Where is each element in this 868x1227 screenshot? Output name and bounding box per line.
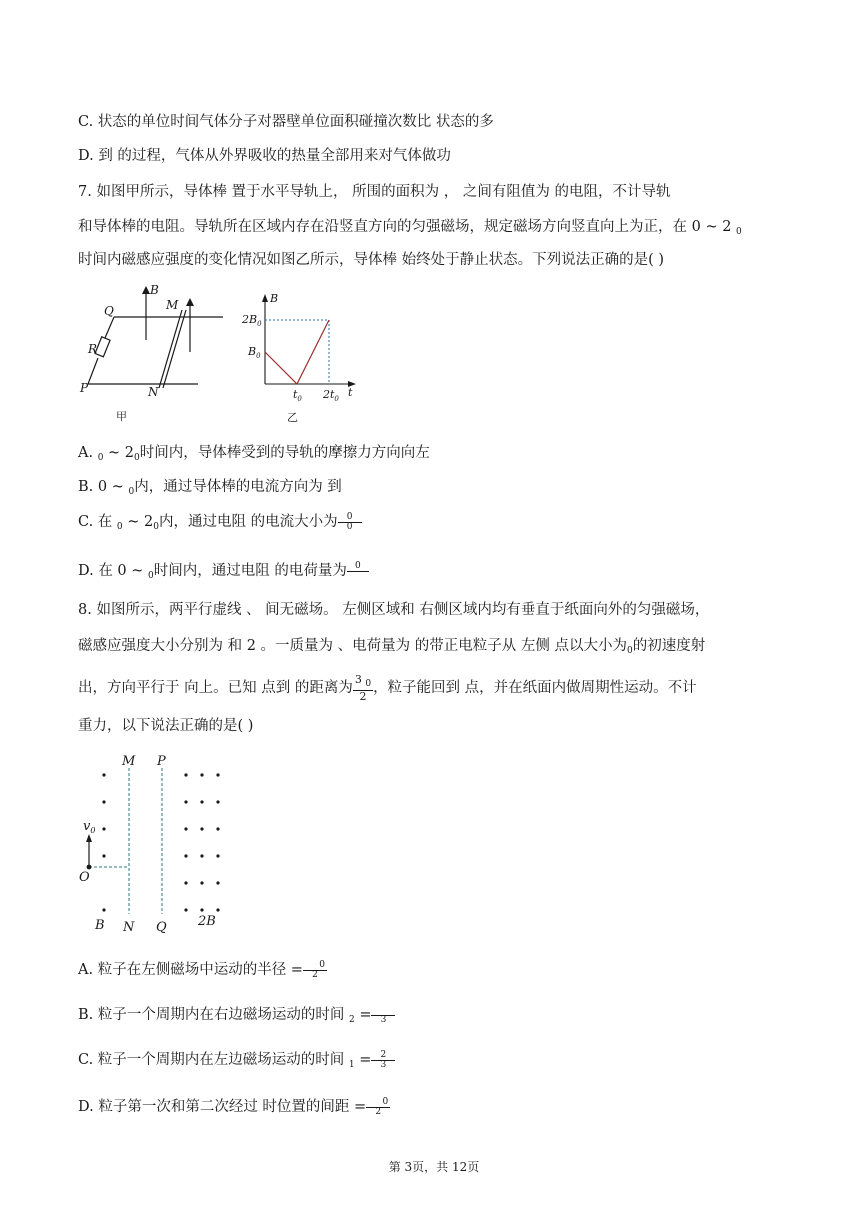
field-dot-right xyxy=(216,881,219,884)
rod-mn-b xyxy=(163,310,186,388)
q7-a-t2: ~ 2 xyxy=(108,445,135,461)
q7-d-t2: 时间内，通过电阻 的电荷量为 xyxy=(153,563,347,579)
field-dot-right xyxy=(200,908,203,911)
q8-option-d xyxy=(78,1097,390,1117)
q8-a-fraction xyxy=(303,961,327,980)
q8-a-num: 0 xyxy=(319,959,325,970)
field-dot-right xyxy=(216,800,219,803)
caption-yi: 乙 xyxy=(287,411,298,424)
v0-arrow-head xyxy=(86,834,92,842)
q7-d-t1: D. 在 0 ~ xyxy=(78,563,144,579)
label-v0-main: v xyxy=(83,819,91,834)
q8-b-den: 3 xyxy=(371,1015,395,1025)
q8-stem-line2-end: 的初速度射 xyxy=(632,638,706,654)
field-dot-right xyxy=(184,773,187,776)
q8-b-fraction xyxy=(371,1006,395,1025)
field-dot-left xyxy=(102,908,105,911)
label-2b0-sub: 0 xyxy=(257,320,262,328)
label-b0 xyxy=(247,345,261,360)
label-b: B xyxy=(150,283,159,297)
label-n: N xyxy=(123,920,135,935)
q7-c-fraction xyxy=(338,513,362,532)
field-dot-right xyxy=(184,881,187,884)
field-dot-right xyxy=(200,773,203,776)
q8-d-den: 2 xyxy=(366,1107,390,1117)
q7-a-sub2: 0 xyxy=(134,453,140,463)
q7-stem-line1: 7. 如图甲所示，导体棒 置于水平导轨上， 所围的面积为 ， 之间有阻值为 的电阻，不计导轨 xyxy=(78,184,671,200)
label-o: O xyxy=(79,870,90,885)
q8-a-text: A. 粒子在左侧磁场中运动的半径 = xyxy=(78,962,303,978)
field-dot-right xyxy=(216,908,219,911)
q8-c-fraction xyxy=(371,1051,395,1070)
q7-stem-line2-text: 和导体棒的电阻。导轨所在区域内存在沿竖直方向的匀强磁场，规定磁场方向竖直向上为正，在 0 ~ 2 xyxy=(78,219,732,235)
label-b0-sub: 0 xyxy=(256,352,261,360)
q7-figure-yi xyxy=(240,290,370,426)
label-2t0-sub: 0 xyxy=(334,395,339,403)
label-t0-sub: 0 xyxy=(297,395,302,403)
field-dot-left xyxy=(102,773,105,776)
q8-stem-num-sub: 0 xyxy=(365,679,372,689)
label-2b: 2B xyxy=(198,914,216,929)
q7-d-sub: 0 xyxy=(148,571,154,581)
q7-b-t2: 内，通过导体棒的电流方向为 到 xyxy=(134,479,342,495)
q8-b-sub: 2 xyxy=(348,1015,355,1025)
q8-a-den: 2 xyxy=(303,970,327,980)
label-n: N xyxy=(148,385,159,399)
field-dot-right xyxy=(184,908,187,911)
q7-c-num: 0 xyxy=(346,511,353,522)
q8-stem-num xyxy=(353,674,373,690)
label-2b0 xyxy=(241,313,262,328)
label-q: Q xyxy=(156,920,167,935)
q8-option-a xyxy=(78,960,327,980)
label-2t0 xyxy=(322,388,339,403)
q7-option-c xyxy=(78,512,362,537)
resistor xyxy=(95,337,110,357)
q8-stem-fraction xyxy=(353,674,373,702)
label-v0 xyxy=(83,819,95,835)
field-dot-right xyxy=(200,881,203,884)
q7-option-a xyxy=(78,443,430,468)
q7-stem-line2 xyxy=(78,217,742,242)
page-footer: 第 3页，共 12页 xyxy=(388,1160,480,1174)
label-t0 xyxy=(293,388,302,403)
q8-stem-line2 xyxy=(78,636,705,661)
q8-stem-line3 xyxy=(78,674,697,702)
q8-stem-num-main: 3 xyxy=(354,673,362,686)
q7-stem-line2-sub: 0 xyxy=(736,227,742,237)
q7-option-b xyxy=(78,477,342,502)
q7-c-t1: C. 在 xyxy=(78,514,113,530)
q6-option-d: D. 到 的过程，气体从外界吸收的热量全部用来对气体做功 xyxy=(78,148,451,164)
q8-figure xyxy=(76,748,236,938)
q8-b-text: B. 粒子一个周期内在右边磁场运动的时间 xyxy=(78,1007,345,1023)
label-t0-main: t xyxy=(293,388,298,401)
b-arrow-left-head xyxy=(142,286,150,294)
caption-jia: 甲 xyxy=(116,410,127,423)
field-dot-right xyxy=(184,854,187,857)
label-p: P xyxy=(80,381,89,395)
q7-a-sub1: 0 xyxy=(97,453,104,463)
q8-c-sub: 1 xyxy=(348,1060,355,1070)
q8-d-num: 0 xyxy=(382,1096,389,1107)
field-dot-right xyxy=(200,800,203,803)
q8-stem-line1: 8. 如图所示，两平行虚线 、 间无磁场。 左侧区域和 右侧区域内均有垂直于纸面向外的匀强磁场， xyxy=(78,602,710,618)
q8-stem-line2-sub: 0 xyxy=(627,646,633,656)
field-dot-left xyxy=(102,800,105,803)
q8-d-fraction xyxy=(366,1098,390,1117)
label-t-axis: t xyxy=(348,386,353,399)
b-curve xyxy=(265,320,329,384)
q8-c-num: 2 xyxy=(380,1049,387,1060)
y-axis-head xyxy=(262,294,268,302)
q7-c-t2: ~ 2 xyxy=(127,514,154,530)
q7-c-sub1: 0 xyxy=(116,522,123,532)
label-b-axis: B xyxy=(270,292,279,305)
q8-option-b xyxy=(78,1005,395,1030)
q8-stem-line3-b: ，粒子能回到 点，并在纸面内做周期性运动。不计 xyxy=(373,680,697,696)
q8-stem-line2-text: 磁感应强度大小分别为 和 2 。一质量为 、电荷量为 的带正电粒子从 左侧 点以大小为 xyxy=(78,638,627,654)
point-o xyxy=(87,865,92,870)
q7-d-fraction xyxy=(347,562,369,581)
field-dot-right xyxy=(184,827,187,830)
q8-c-eq: = xyxy=(359,1052,372,1068)
field-dot-right xyxy=(216,773,219,776)
q7-a-t3: 时间内，导体棒受到的导轨的摩擦力方向向左 xyxy=(139,445,430,461)
q8-stem-line3-a: 出，方向平行于 向上。已知 点到 的距离为 xyxy=(78,680,353,696)
q7-figure-jia xyxy=(78,280,228,428)
label-2t0-main: 2t xyxy=(323,388,335,401)
q6-option-c: C. 状态的单位时间气体分子对器壁单位面积碰撞次数比 状态的多 xyxy=(78,114,494,130)
field-dot-right xyxy=(200,854,203,857)
rail-left-upper xyxy=(105,317,114,338)
label-r: R xyxy=(88,342,98,356)
label-p: P xyxy=(157,754,166,769)
label-m: M xyxy=(122,754,136,769)
q7-c-den: 0 xyxy=(338,522,362,532)
q7-b-t1: B. 0 ~ xyxy=(78,479,124,495)
field-dot-right xyxy=(200,827,203,830)
rail-left-lower xyxy=(88,358,98,384)
field-dot-left xyxy=(102,827,105,830)
q8-d-text: D. 粒子第一次和第二次经过 时位置的间距 = xyxy=(78,1099,367,1115)
q7-a-t1: A. xyxy=(78,445,94,461)
q7-b-sub: 0 xyxy=(128,487,135,497)
q7-option-d xyxy=(78,561,369,586)
label-v0-sub: 0 xyxy=(90,826,96,835)
field-dot-right xyxy=(184,800,187,803)
field-dot-left xyxy=(102,854,105,857)
q7-d-num: 0 xyxy=(355,560,361,571)
q7-c-sub2: 0 xyxy=(153,522,159,532)
q8-c-den: 3 xyxy=(371,1060,395,1070)
q7-stem-line3: 时间内磁感应强度的变化情况如图乙所示，导体棒 始终处于静止状态。下列说法正确的是( ) xyxy=(78,252,665,268)
label-b0-main: B xyxy=(248,345,257,358)
label-b: B xyxy=(95,918,105,933)
q8-stem-line4: 重力，以下说法正确的是( ) xyxy=(78,718,254,734)
field-dot-right xyxy=(216,827,219,830)
q7-c-t3: 内，通过电阻 的电流大小为 xyxy=(158,514,338,530)
q8-option-c xyxy=(78,1050,395,1075)
rod-mn-a xyxy=(159,310,182,388)
q8-b-eq: = xyxy=(359,1007,372,1023)
label-m: M xyxy=(166,298,179,312)
label-2b0-main: 2B xyxy=(242,313,258,326)
q8-b-num xyxy=(371,1006,395,1015)
q8-stem-den: 2 xyxy=(353,690,373,702)
label-q: Q xyxy=(104,304,114,318)
b-arrow-right-head xyxy=(186,298,194,306)
q7-d-den xyxy=(347,571,369,581)
field-dot-right xyxy=(216,854,219,857)
q8-c-text: C. 粒子一个周期内在左边磁场运动的时间 xyxy=(78,1052,345,1068)
